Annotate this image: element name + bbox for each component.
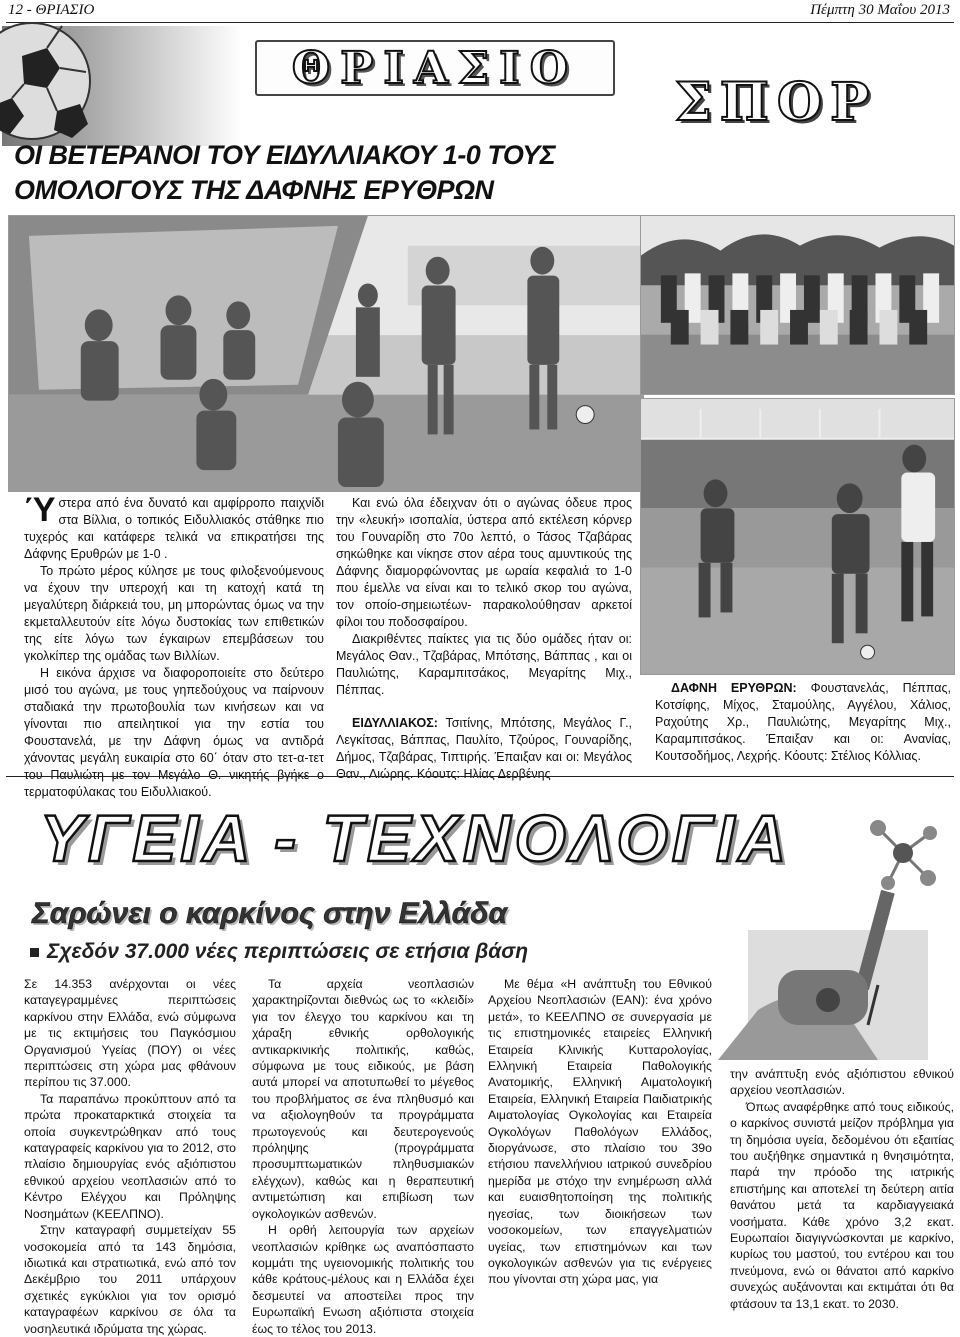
bullet-icon xyxy=(30,948,39,957)
photo-match-action xyxy=(640,398,955,675)
paragraph: την ανάπτυξη ενός αξιόπιστου εθνικού αρχείου νεοπλασιών. xyxy=(730,1067,954,1098)
paragraph: Όπως αναφέρθηκε από τους ειδικούς, ο καρκίνος συνιστά μείζον πρόβλημα για τη δημόσια υγεία, δεδομένου ότι εξαιτίας του αυξήθηκε σημαντικά η θνησιμότητα, παρά την πρόοδο της ιατρικής επιστήμης και αποτελεί τη δεύτερη αιτία θανάτου μετά τα καρδιαγγειακά νοσήματα. Κάθε χρόνο 3,2 εκατ. Ευρωπαίοι διαγιγνώσκονται με καρκίνο, κυρίως του μαστού, του εντέρου και του πνεύμονα, ενώ οι θάνατοι από καρκίνο συνεχώς αυξάνονται και εκτιμάται ότι θα φτάσουν τα 13,1 εκατ. το 2030. xyxy=(730,1099,954,1311)
lineup-text: Φουστανελάς, Πέππας, Κοτσίφης, Μίχος, Σταμούλης, Αγγέλου, Χάλιος, Ραχούτης Χρ., Παυλιώτης, Μεγαρίτης Μιχ., Καραμπιτσάκος. Έπαιξαν και οι: Ανανίας, Κουτσοδήμος, Λεχρής. Κόουτς: Στέλιος Κόλλιας. xyxy=(655,681,951,763)
paragraph: Διακριθέντες παίκτες για τις δύο ομάδες ήταν οι: Μεγάλος Θαν., Τζαβάρας, Μπότσης, Βάππας , και οι Παυλιώτης, Καραμπιτσάκος, Μεγαρίτης Μιχ., Πέππας. xyxy=(336,632,632,697)
masthead-title: ΘΡΙΑΣΙΟ xyxy=(291,42,579,94)
paragraph: Στην καταγραφή συμμετείχαν 55 νοσοκομεία από τα 143 δημόσια, ιδιωτικά και στρατιωτικά, ενώ από τον Δεκέμβριο του 2011 υπάρχουν σχετικές εγκύκλιοι για τον ορισμό καταγραφέων καρκίνου σε όλα τα νοσηλευτικά ιδρύματα της χώρας. xyxy=(24,1223,236,1336)
photo-team-group xyxy=(640,215,955,395)
paragraph: Τα παραπάνω προκύπτουν από τα πρώτα προκαταρκτικά στοιχεία τα οποία συγκεντρώθηκαν από τους καταγραφείς καρκίνου για το 2012, στο πλαίσιο δημιουργίας ενός αξιόπιστου εθνικού αρχείου νεοπλασιών από το Κέντρο Ελέγχου και Πρόληψης Νοσημάτων (ΚΕΕΛΠΝΟ). xyxy=(24,1091,236,1221)
article2-column-1 xyxy=(24,976,236,1337)
paragraph: Σε 14.353 ανέρχονται οι νέες καταγεγραμμένες περιπτώσεις καρκίνου στην Ελλάδα, ενώ σύμφωνα με τις εκτιμήσεις του Παγκόσμιου Οργανισμού Υγείας (ΠΟΥ) οι νέες περιπτώσεις στη χώρα μας φθάνουν περίπου τις 37.000. xyxy=(24,977,236,1090)
paragraph: στερα από ένα δυνατό και αμφίρροπο παιχνίδι στα Βίλλια, ο τοπικός Ειδυλλιακός στάθηκε πιο τυχερός και κατάφερε τελικά να επικρατήσει της Δάφνης Ερυθρών με 1-0 . xyxy=(24,496,324,561)
article-headline: ΟΙ ΒΕΤΕΡΑΝΟΙ ΤΟΥ ΕΙΔΥΛΛΙΑΚΟΥ 1-0 ΤΟΥΣ ΟΜΟΛΟΓΟΥΣ ΤΗΣ ΔΑΦΝΗΣ ΕΡΥΘΡΩΝ xyxy=(14,140,556,205)
article-column-3 xyxy=(655,680,951,765)
paragraph: Η ορθή λειτουργία των αρχείων νεοπλασιών κρίθηκε ως αναπόσπαστο κομμάτι της υγειονομικής πολιτικής του κάθε κράτους-μέλους και η Ελλάδα έχει δεσμευτεί να αποστείλει προς την Ευρωπαϊκή Ενωση αξιόπιστα στοιχεία έως το τέλος του 2013. xyxy=(252,1223,474,1336)
section-title-sport: ΣΠΟΡ xyxy=(675,72,878,133)
article-headline-2: Σαρώνει ο καρκίνος στην Ελλάδα xyxy=(32,897,508,930)
drop-cap: Ύ xyxy=(24,491,56,529)
football-graphic xyxy=(2,26,242,146)
photo-players-bench xyxy=(8,215,644,492)
photo-lab-pipette xyxy=(718,890,954,1060)
paragraph: Τα αρχεία νεοπλασιών χαρακτηρίζονται διεθνώς ως το «κλειδί» για τον έλεγχο του καρκίνου και τη χάραξη εθνικής ορθολογικής αντικαρκινικής πολιτικής, καθώς, σύμφωνα με τους ειδικούς, με βάση αυτά μπορεί να αποτυπωθεί το μέγεθος του προβλήματος σε ένα πληθυσμό και να αξιολογηθούν τα προγράμματα πρωτογενούς και δευτερογενούς πρόληψης (προγράμματα προσυμπτωματικών πληθυσμιακών ελέγχων), καθώς και η θεραπευτική αντιμετώπιση και επιβίωση των ογκολογικών ασθενών. xyxy=(252,977,474,1221)
lineup-label: ΔΑΦΝΗ ΕΡΥΘΡΩΝ: xyxy=(671,681,797,695)
paragraph: Και ενώ όλα έδειχναν ότι ο αγώνας όδευε προς την «λευκή» ισοπαλία, ύστερα από εκτέλεση κόρνερ του Γουναρίδη στο 70ο λεπτό, ο Τάσος Τζαβάρας σηκώθηκε και νίκησε στον αέρα τους αμυντικούς της Δάφνης διαμορφώνοντας με ωραία κεφαλιά το 1-0 που έμελλε να είναι και το τελικό σκορ του αγώνα, τον οποίο-σημειωτέων- παρακολούθησαν αρκετοί φίλοι του ποδοσφαίρου. xyxy=(336,496,632,629)
paragraph: Με θέμα «Η ανάπτυξη του Εθνικού Αρχείου Νεοπλασιών (ΕΑΝ): ένα χρόνο μετά», το ΚΕΕΛΠΝΟ σε συνεργασία με τις επιστημονικές εταιρείες Ελληνική Εταιρεία Κλινικής Κυτταρολογίας, Ελληνική Εταιρεία Παθολογικής Ανατομικής, Ελληνική Αιματολογική Εταιρεία, Ελληνική Εταιρεία Παιδιατρικής Αιματολογίας Ογκολογίας και Εταιρεία Ογκολόγων Παθολόγων Ελλάδος, διοργάνωσε, στο πλαίσιο του 39ο ετήσιου πανελλήνιου ιατρικού συνεδρίου ημερίδα με στόχο την ενημέρωση αλλά και ευαισθητοποίηση της πολιτικής ηγεσίας, των διοικήσεων των νοσοκομείων, των επαγγελματιών υγείας, των επιστημόνων και των ογκολογικών ασθενών για τις ενέργειες που γίνονται στη χώρα μας, για xyxy=(488,977,712,1287)
section-title-health-tech: ΥΓΕΙΑ - ΤΕΧΝΟΛΟΓΙΑ xyxy=(40,801,791,875)
lineup-text: Τσιτίνης, Μπότσης, Μεγάλος Γ., Λεγκίτσας, Βάππας, Παυλίτο, Τζούρος, Γουναρίδης, Δήμος, Τζαβάρας, Τιπτιρής. Έπαιξαν και οι: Μεγάλος Θαν., Λιώρης. Κόουτς: Ηλίας Δερβένης xyxy=(336,716,633,781)
article-column-1 xyxy=(24,491,324,801)
article2-column-3 xyxy=(488,976,712,1288)
article-column-2 xyxy=(336,495,632,783)
header-divider xyxy=(6,22,954,23)
molecule-icon xyxy=(858,808,948,898)
article-subheadline-2 xyxy=(30,940,528,964)
section-divider xyxy=(6,776,954,777)
newspaper-masthead xyxy=(255,40,615,96)
paragraph: Το πρώτο μέρος κύλησε με τους φιλοξενούμενους να έχουν την υπεροχή και τη κατοχή κατά τη μεγαλύτερη διάρκειά του, μη μπορώντας όμως να την εκμεταλλευτούν είτε λόγω δυστοκίας των επιθετικών της είτε λόγω των έγκαιρων επεμβάσεων του γκολκίπερ της ομάδας των Βιλλίων. xyxy=(24,564,324,663)
subheadline-text: Σχεδόν 37.000 νέες περιπτώσεις σε ετήσια βάση xyxy=(47,940,529,963)
page-number-label: 12 - ΘΡΙΑΣΙΟ xyxy=(8,2,95,18)
paragraph: Η εικόνα άρχισε να διαφοροποιείτε στο δεύτερο μισό του αγώνα, με τους γηπεδούχους να παίρνουν σταδιακά την πρωτοβουλία των κινήσεων και να γίνονται πιο απειλητικοί για την εστία του Φουστανελά, με την Δάφνη όμως να αντιδρά χάνοντας μεγάλη ευκαιρία στο 60΄ όταν στο τετ-α-τετ του Παυλιώτη με τον Μεγάλο Θ. νικητής βγήκε ο τερματοφύλακας του Ειδυλλιακού. xyxy=(24,666,324,799)
lineup-label: ΕΙΔΥΛΛΙΑΚΟΣ: xyxy=(352,716,438,730)
article2-column-4 xyxy=(730,1066,954,1312)
issue-date: Πέμπτη 30 Μαΐου 2013 xyxy=(810,2,950,18)
article2-column-2 xyxy=(252,976,474,1337)
